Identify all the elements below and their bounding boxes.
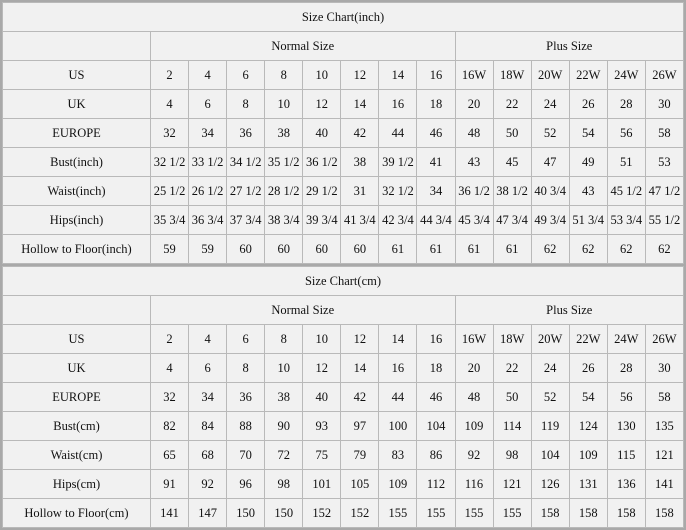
cell: 14 xyxy=(341,354,379,383)
cell: 36 xyxy=(227,119,265,148)
page-title-cm: Size Chart(cm) xyxy=(3,267,684,296)
cell: 104 xyxy=(417,412,455,441)
cell: 59 xyxy=(151,235,189,264)
corner-cell xyxy=(3,296,151,325)
cell: 26 xyxy=(569,90,607,119)
cell: 141 xyxy=(645,470,683,499)
cell: 96 xyxy=(227,470,265,499)
cell: 42 3/4 xyxy=(379,206,417,235)
cell: 24W xyxy=(607,325,645,354)
cell: 22W xyxy=(569,325,607,354)
cell: 55 1/2 xyxy=(645,206,683,235)
cell: 50 xyxy=(493,383,531,412)
cell: 68 xyxy=(189,441,227,470)
table-row xyxy=(3,119,684,148)
cell: 152 xyxy=(303,499,341,528)
cell: 30 xyxy=(645,354,683,383)
cell: 41 3/4 xyxy=(341,206,379,235)
cell: 26 1/2 xyxy=(189,177,227,206)
cell: 126 xyxy=(531,470,569,499)
cell: 37 3/4 xyxy=(227,206,265,235)
cell: 6 xyxy=(227,61,265,90)
cell: 8 xyxy=(265,325,303,354)
cell: 124 xyxy=(569,412,607,441)
cell: 46 xyxy=(417,119,455,148)
cell: 26W xyxy=(645,325,683,354)
cell: 28 xyxy=(607,354,645,383)
cell: 91 xyxy=(151,470,189,499)
cell: 147 xyxy=(189,499,227,528)
cell: 60 xyxy=(227,235,265,264)
cell: 47 xyxy=(531,148,569,177)
cell: 158 xyxy=(569,499,607,528)
cell: 14 xyxy=(379,325,417,354)
table-row xyxy=(3,383,684,412)
cell: 36 3/4 xyxy=(189,206,227,235)
cell: 36 1/2 xyxy=(455,177,493,206)
group-header-row xyxy=(3,32,684,61)
cell: 155 xyxy=(493,499,531,528)
cell: 97 xyxy=(341,412,379,441)
cell: 16W xyxy=(455,61,493,90)
cell: 79 xyxy=(341,441,379,470)
table-row xyxy=(3,325,684,354)
cell: 59 xyxy=(189,235,227,264)
cell: 12 xyxy=(303,90,341,119)
table-title-row xyxy=(3,3,684,32)
row-label-uk-cm: UK xyxy=(3,354,151,383)
cell: 61 xyxy=(417,235,455,264)
cell: 152 xyxy=(341,499,379,528)
cell: 115 xyxy=(607,441,645,470)
cell: 24 xyxy=(531,90,569,119)
cell: 58 xyxy=(645,119,683,148)
cell: 109 xyxy=(379,470,417,499)
cell: 24W xyxy=(607,61,645,90)
cell: 34 xyxy=(417,177,455,206)
cell: 92 xyxy=(189,470,227,499)
cell: 35 1/2 xyxy=(265,148,303,177)
cell: 25 1/2 xyxy=(151,177,189,206)
cell: 45 3/4 xyxy=(455,206,493,235)
row-label-hips-inch: Hips(inch) xyxy=(3,206,151,235)
cell: 65 xyxy=(151,441,189,470)
cell: 130 xyxy=(607,412,645,441)
cell: 12 xyxy=(341,325,379,354)
cell: 8 xyxy=(265,61,303,90)
cell: 28 xyxy=(607,90,645,119)
cell: 121 xyxy=(645,441,683,470)
cell: 42 xyxy=(341,383,379,412)
cell: 4 xyxy=(151,90,189,119)
cell: 84 xyxy=(189,412,227,441)
cell: 109 xyxy=(455,412,493,441)
cell: 6 xyxy=(227,325,265,354)
cell: 27 1/2 xyxy=(227,177,265,206)
row-label-hollow-to-floor-cm: Hollow to Floor(cm) xyxy=(3,499,151,528)
cell: 53 3/4 xyxy=(607,206,645,235)
cell: 51 3/4 xyxy=(569,206,607,235)
cell: 4 xyxy=(151,354,189,383)
group-header-normal-inch: Normal Size xyxy=(151,32,456,61)
table-row xyxy=(3,148,684,177)
size-chart-inch-block xyxy=(2,2,684,264)
cell: 121 xyxy=(493,470,531,499)
cell: 54 xyxy=(569,383,607,412)
row-label-waist-cm: Waist(cm) xyxy=(3,441,151,470)
cell: 16 xyxy=(417,325,455,354)
table-title-row xyxy=(3,267,684,296)
cell: 44 3/4 xyxy=(417,206,455,235)
cell: 39 3/4 xyxy=(303,206,341,235)
row-label-us-inch: US xyxy=(3,61,151,90)
cell: 158 xyxy=(645,499,683,528)
cell: 10 xyxy=(265,354,303,383)
cell: 49 3/4 xyxy=(531,206,569,235)
row-label-uk-inch: UK xyxy=(3,90,151,119)
row-label-hips-cm: Hips(cm) xyxy=(3,470,151,499)
page-title-inch: Size Chart(inch) xyxy=(3,3,684,32)
cell: 93 xyxy=(303,412,341,441)
cell: 34 xyxy=(189,383,227,412)
cell: 16 xyxy=(379,354,417,383)
cell: 32 1/2 xyxy=(151,148,189,177)
cell: 30 xyxy=(645,90,683,119)
cell: 14 xyxy=(341,90,379,119)
cell: 43 xyxy=(569,177,607,206)
cell: 150 xyxy=(265,499,303,528)
cell: 41 xyxy=(417,148,455,177)
cell: 16W xyxy=(455,325,493,354)
cell: 48 xyxy=(455,119,493,148)
cell: 155 xyxy=(417,499,455,528)
cell: 44 xyxy=(379,383,417,412)
table-row xyxy=(3,499,684,528)
cell: 18 xyxy=(417,354,455,383)
cell: 8 xyxy=(227,354,265,383)
cell: 12 xyxy=(341,61,379,90)
cell: 20W xyxy=(531,325,569,354)
cell: 88 xyxy=(227,412,265,441)
cell: 52 xyxy=(531,383,569,412)
cell: 22 xyxy=(493,354,531,383)
cell: 131 xyxy=(569,470,607,499)
cell: 14 xyxy=(379,61,417,90)
group-header-plus-inch: Plus Size xyxy=(455,32,684,61)
cell: 98 xyxy=(265,470,303,499)
corner-cell xyxy=(3,32,151,61)
cell: 18 xyxy=(417,90,455,119)
cell: 45 1/2 xyxy=(607,177,645,206)
cell: 2 xyxy=(151,61,189,90)
cell: 155 xyxy=(455,499,493,528)
cell: 31 xyxy=(341,177,379,206)
row-label-hollow-to-floor-inch: Hollow to Floor(inch) xyxy=(3,235,151,264)
cell: 34 xyxy=(189,119,227,148)
row-label-us-cm: US xyxy=(3,325,151,354)
cell: 39 1/2 xyxy=(379,148,417,177)
cell: 50 xyxy=(493,119,531,148)
cell: 60 xyxy=(341,235,379,264)
cell: 16 xyxy=(379,90,417,119)
cell: 40 3/4 xyxy=(531,177,569,206)
cell: 56 xyxy=(607,119,645,148)
cell: 112 xyxy=(417,470,455,499)
cell: 12 xyxy=(303,354,341,383)
table-row xyxy=(3,470,684,499)
cell: 60 xyxy=(303,235,341,264)
cell: 10 xyxy=(303,61,341,90)
cell: 109 xyxy=(569,441,607,470)
cell: 101 xyxy=(303,470,341,499)
cell: 135 xyxy=(645,412,683,441)
cell: 24 xyxy=(531,354,569,383)
cell: 22 xyxy=(493,90,531,119)
cell: 8 xyxy=(227,90,265,119)
cell: 28 1/2 xyxy=(265,177,303,206)
table-row xyxy=(3,61,684,90)
cell: 32 1/2 xyxy=(379,177,417,206)
cell: 26W xyxy=(645,61,683,90)
cell: 20 xyxy=(455,90,493,119)
cell: 61 xyxy=(455,235,493,264)
cell: 61 xyxy=(493,235,531,264)
table-row xyxy=(3,354,684,383)
cell: 141 xyxy=(151,499,189,528)
cell: 18W xyxy=(493,61,531,90)
cell: 34 1/2 xyxy=(227,148,265,177)
table-row xyxy=(3,177,684,206)
cell: 16 xyxy=(417,61,455,90)
table-row xyxy=(3,206,684,235)
cell: 44 xyxy=(379,119,417,148)
cell: 40 xyxy=(303,383,341,412)
cell: 26 xyxy=(569,354,607,383)
cell: 60 xyxy=(265,235,303,264)
cell: 35 3/4 xyxy=(151,206,189,235)
cell: 2 xyxy=(151,325,189,354)
cell: 46 xyxy=(417,383,455,412)
table-row xyxy=(3,235,684,264)
cell: 20W xyxy=(531,61,569,90)
cell: 38 xyxy=(265,119,303,148)
cell: 104 xyxy=(531,441,569,470)
row-label-europe-cm: EUROPE xyxy=(3,383,151,412)
cell: 53 xyxy=(645,148,683,177)
cell: 6 xyxy=(189,354,227,383)
cell: 56 xyxy=(607,383,645,412)
cell: 10 xyxy=(265,90,303,119)
cell: 6 xyxy=(189,90,227,119)
cell: 75 xyxy=(303,441,341,470)
cell: 10 xyxy=(303,325,341,354)
cell: 38 xyxy=(341,148,379,177)
cell: 47 1/2 xyxy=(645,177,683,206)
row-label-bust-cm: Bust(cm) xyxy=(3,412,151,441)
cell: 40 xyxy=(303,119,341,148)
cell: 70 xyxy=(227,441,265,470)
cell: 38 xyxy=(265,383,303,412)
cell: 82 xyxy=(151,412,189,441)
cell: 58 xyxy=(645,383,683,412)
cell: 114 xyxy=(493,412,531,441)
cell: 105 xyxy=(341,470,379,499)
cell: 62 xyxy=(531,235,569,264)
cell: 18W xyxy=(493,325,531,354)
cell: 86 xyxy=(417,441,455,470)
cell: 22W xyxy=(569,61,607,90)
cell: 83 xyxy=(379,441,417,470)
size-chart-cm-block xyxy=(2,266,684,528)
row-label-waist-inch: Waist(inch) xyxy=(3,177,151,206)
cell: 51 xyxy=(607,148,645,177)
cell: 54 xyxy=(569,119,607,148)
cell: 20 xyxy=(455,354,493,383)
cell: 43 xyxy=(455,148,493,177)
table-row xyxy=(3,412,684,441)
cell: 33 1/2 xyxy=(189,148,227,177)
cell: 98 xyxy=(493,441,531,470)
cell: 47 3/4 xyxy=(493,206,531,235)
cell: 119 xyxy=(531,412,569,441)
cell: 136 xyxy=(607,470,645,499)
table-row xyxy=(3,441,684,470)
cell: 4 xyxy=(189,61,227,90)
cell: 90 xyxy=(265,412,303,441)
cell: 29 1/2 xyxy=(303,177,341,206)
row-label-europe-inch: EUROPE xyxy=(3,119,151,148)
cell: 92 xyxy=(455,441,493,470)
cell: 49 xyxy=(569,148,607,177)
group-header-plus-cm: Plus Size xyxy=(455,296,684,325)
size-chart-cm-table xyxy=(2,266,684,528)
cell: 72 xyxy=(265,441,303,470)
cell: 116 xyxy=(455,470,493,499)
cell: 32 xyxy=(151,383,189,412)
cell: 158 xyxy=(607,499,645,528)
cell: 36 1/2 xyxy=(303,148,341,177)
group-header-row xyxy=(3,296,684,325)
cell: 62 xyxy=(569,235,607,264)
cell: 62 xyxy=(607,235,645,264)
group-header-normal-cm: Normal Size xyxy=(151,296,456,325)
cell: 36 xyxy=(227,383,265,412)
cell: 150 xyxy=(227,499,265,528)
cell: 32 xyxy=(151,119,189,148)
table-row xyxy=(3,90,684,119)
cell: 4 xyxy=(189,325,227,354)
cell: 38 1/2 xyxy=(493,177,531,206)
cell: 155 xyxy=(379,499,417,528)
cell: 48 xyxy=(455,383,493,412)
cell: 42 xyxy=(341,119,379,148)
size-chart-inch-table xyxy=(2,2,684,264)
cell: 45 xyxy=(493,148,531,177)
cell: 38 3/4 xyxy=(265,206,303,235)
row-label-bust-inch: Bust(inch) xyxy=(3,148,151,177)
cell: 62 xyxy=(645,235,683,264)
cell: 158 xyxy=(531,499,569,528)
cell: 52 xyxy=(531,119,569,148)
cell: 61 xyxy=(379,235,417,264)
cell: 100 xyxy=(379,412,417,441)
